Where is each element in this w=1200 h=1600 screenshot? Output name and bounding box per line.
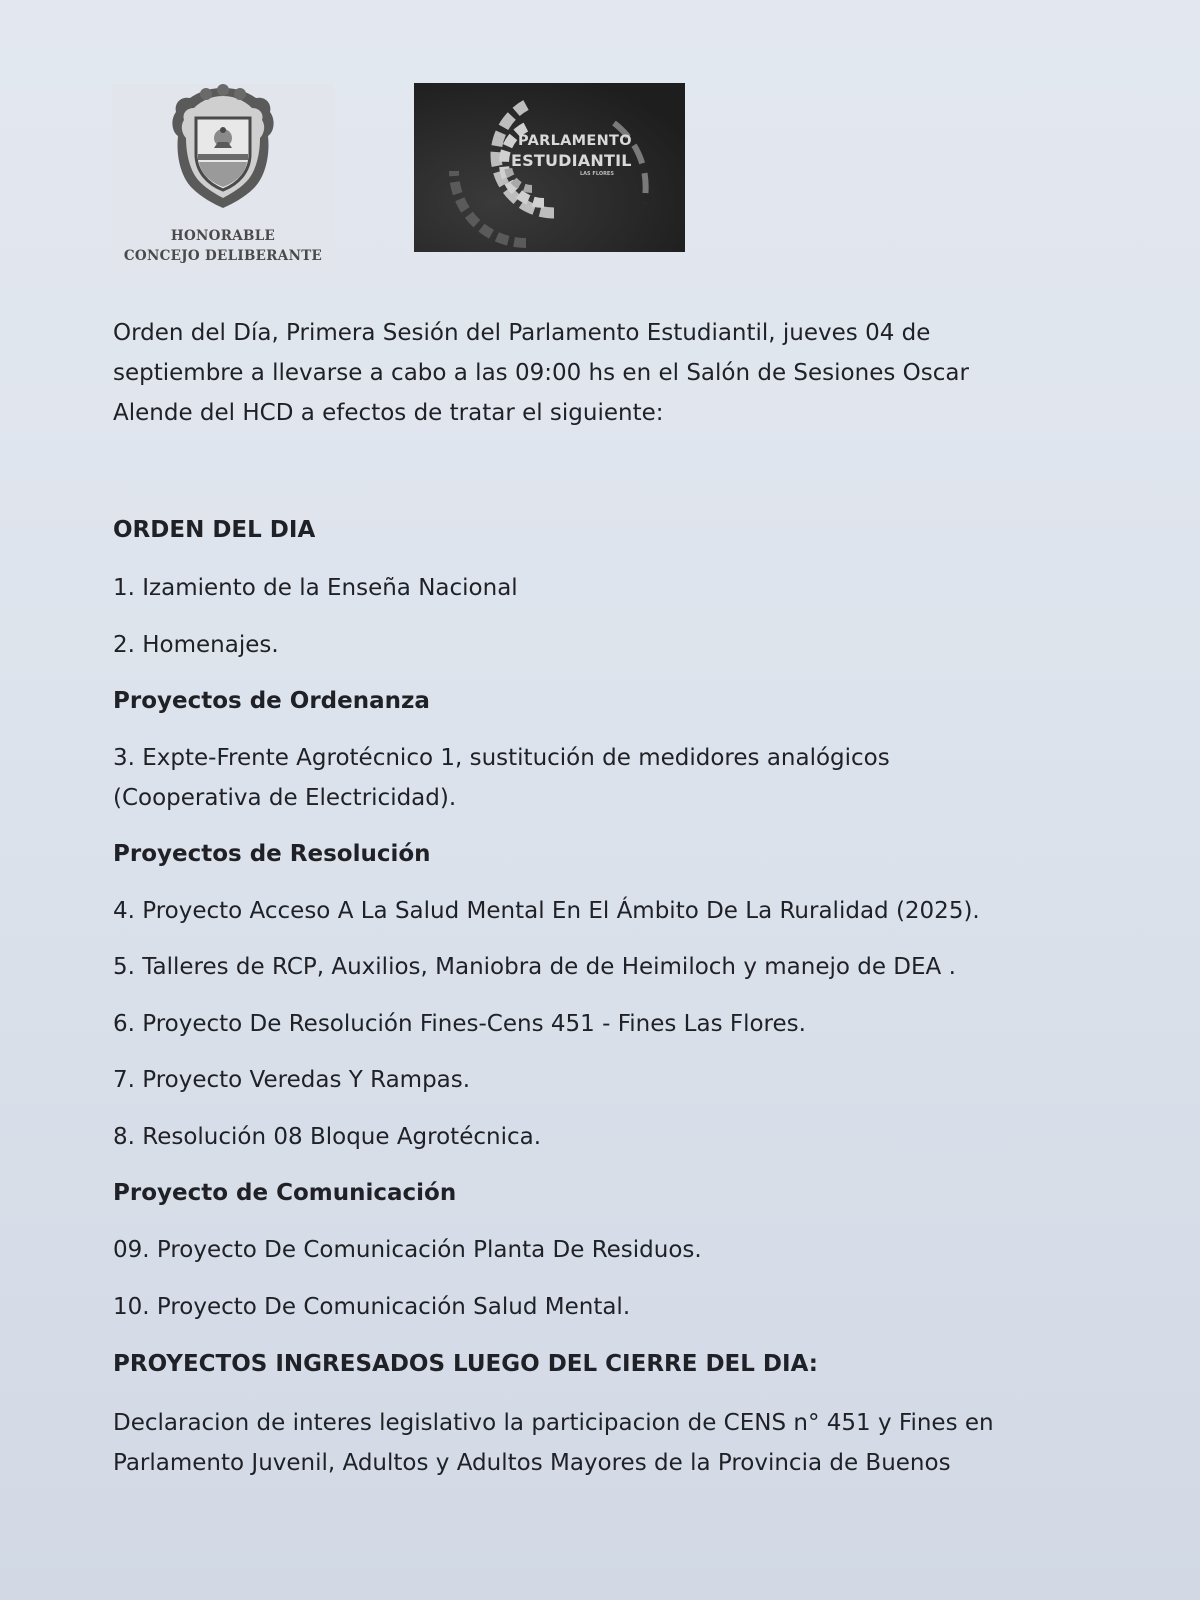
intro-line-2: septiembre a llevarse a cabo a las 09:00 hs en el Salón de Sesiones Oscar bbox=[113, 360, 969, 386]
parlamento-logo-line3: LAS FLORES bbox=[580, 171, 614, 177]
hcd-logo bbox=[112, 84, 334, 272]
agenda-item-continuation: (Cooperativa de Electricidad). bbox=[113, 785, 457, 811]
parlamento-logo-line2: ESTUDIANTIL bbox=[511, 151, 632, 170]
agenda-item: 7. Proyecto Veredas Y Rampas. bbox=[113, 1067, 471, 1093]
coat-of-arms-icon bbox=[166, 84, 280, 216]
agenda-item: 4. Proyecto Acceso A La Salud Mental En El Ámbito De La Ruralidad (2025). bbox=[113, 898, 980, 924]
agenda-item: 2. Homenajes. bbox=[113, 632, 279, 658]
section-heading-comunicacion: Proyecto de Comunicación bbox=[113, 1180, 457, 1206]
agenda-item: 5. Talleres de RCP, Auxilios, Maniobra de de Heimiloch y manejo de DEA . bbox=[113, 954, 956, 980]
agenda-title: ORDEN DEL DIA bbox=[113, 517, 316, 543]
section-heading-ordenanza: Proyectos de Ordenanza bbox=[113, 688, 430, 714]
agenda-item: 3. Expte-Frente Agrotécnico 1, sustitución de medidores analógicos bbox=[113, 745, 890, 771]
agenda-item: 1. Izamiento de la Enseña Nacional bbox=[113, 575, 518, 601]
intro-line-3: Alende del HCD a efectos de tratar el siguiente: bbox=[113, 400, 664, 426]
agenda-item: 8. Resolución 08 Bloque Agrotécnica. bbox=[113, 1124, 542, 1150]
intro-line-1: Orden del Día, Primera Sesión del Parlamento Estudiantil, jueves 04 de bbox=[113, 320, 931, 346]
agenda-item: 6. Proyecto De Resolución Fines-Cens 451 - Fines Las Flores. bbox=[113, 1011, 806, 1037]
parlamento-estudiantil-logo bbox=[414, 83, 685, 252]
hcd-logo-line1: HONORABLE bbox=[170, 228, 276, 244]
agenda-item: 09. Proyecto De Comunicación Planta De Residuos. bbox=[113, 1237, 702, 1263]
parlamento-logo-line1: PARLAMENTO bbox=[518, 133, 632, 149]
ingresados-line-1: Declaracion de interes legislativo la participacion de CENS n° 451 y Fines en bbox=[113, 1410, 994, 1436]
hcd-logo-line2: CONCEJO DELIBERANTE bbox=[123, 248, 323, 264]
section-heading-resolucion: Proyectos de Resolución bbox=[113, 841, 431, 867]
agenda-item: 10. Proyecto De Comunicación Salud Mental. bbox=[113, 1294, 631, 1320]
section-heading-ingresados: PROYECTOS INGRESADOS LUEGO DEL CIERRE DEL DIA: bbox=[113, 1351, 819, 1377]
ingresados-line-2: Parlamento Juvenil, Adultos y Adultos Mayores de la Provincia de Buenos bbox=[113, 1450, 951, 1476]
